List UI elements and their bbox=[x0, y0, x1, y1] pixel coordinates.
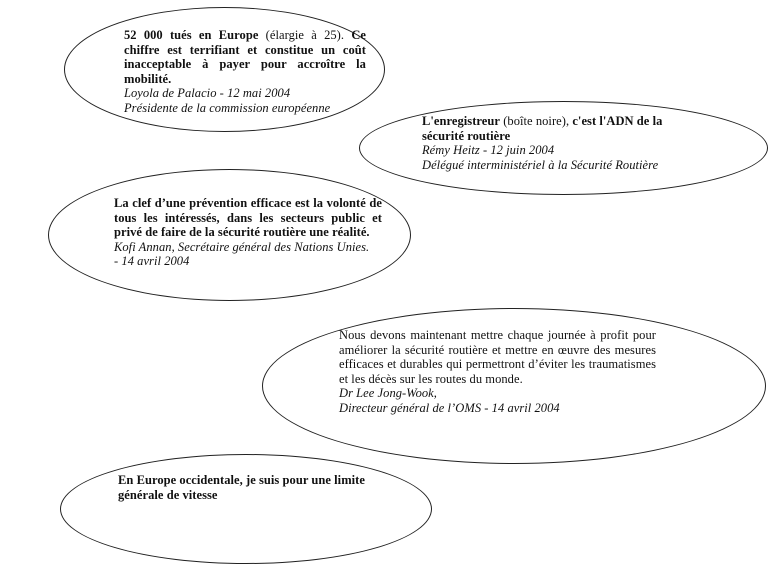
quote-author: Loyola de Palacio - 12 mai 2004 bbox=[124, 86, 291, 101]
quote-author: Kofi Annan, Secrétaire général des Nations Unies. bbox=[114, 239, 370, 254]
quote-bold-tail: c'est l'ADN de la sécurité routière bbox=[422, 114, 663, 143]
quote-author: Dr Lee Jong-Wook, bbox=[339, 386, 437, 401]
quote-heitz bbox=[422, 114, 702, 172]
quote-author: Rémy Heitz - 12 juin 2004 bbox=[422, 143, 555, 158]
quote-annan bbox=[114, 196, 382, 269]
quote-role: Directeur général de l’OMS - 14 avril 2004 bbox=[339, 400, 560, 415]
quote-text: La clef d’une prévention efficace est la volonté de tous les intéressés, dans les secteurs public et privé de faire de la sécurité routière une réalité. bbox=[114, 196, 382, 240]
quote-text: Nous devons maintenant mettre chaque journée à profit pour améliorer la sécurité routière et mettre en œuvre des mesures efficaces et durables qui permettront d’éviter les traumatismes et les décès sur les routes du monde. bbox=[339, 328, 656, 386]
quote-text bbox=[422, 114, 702, 143]
quote-role: Présidente de la commission européenne bbox=[124, 100, 331, 115]
quote-date: - 14 avril 2004 bbox=[114, 254, 190, 269]
quote-palacio bbox=[124, 28, 366, 116]
quote-bold-lead: 52 000 tués en Europe bbox=[124, 28, 259, 42]
quote-bubble-partial bbox=[60, 454, 432, 564]
quote-text: En Europe occidentale, je suis pour une limite générale de vitesse bbox=[118, 473, 365, 502]
quote-bold-tail: Ce chiffre est terrifiant et constitue un coût inacceptable à payer pour accroître la mobilité. bbox=[124, 28, 366, 86]
quote-lee bbox=[339, 328, 656, 416]
quote-mid: (boîte noire), bbox=[500, 114, 573, 128]
quote-mid: (élargie à 25). bbox=[258, 28, 352, 42]
quote-text bbox=[124, 28, 366, 86]
quote-role: Délégué interministériel à la Sécurité Routière bbox=[422, 157, 659, 172]
quote-bold-lead: L'enregistreur bbox=[422, 114, 501, 128]
